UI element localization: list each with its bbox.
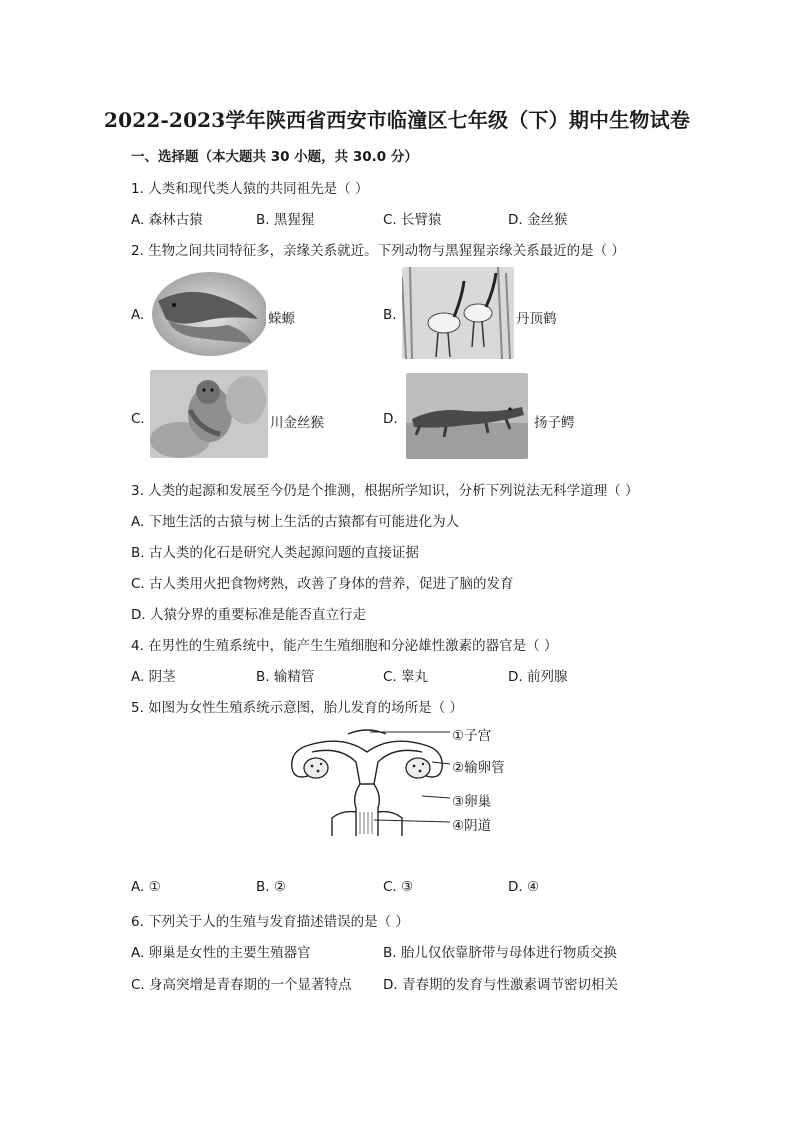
question-6-option-a[interactable]: A. 卵巢是女性的主要生殖器官 — [131, 945, 311, 961]
question-2-caption-a: 蝾螈 — [268, 311, 295, 327]
chinese-alligator-photo — [406, 373, 528, 459]
question-2-option-b[interactable]: B. — [383, 307, 397, 323]
question-5-option-c[interactable]: C. ③ — [383, 879, 414, 895]
question-6-option-b[interactable]: B. 胎儿仅依靠脐带与母体进行物质交换 — [383, 945, 617, 961]
question-1-option-b[interactable]: B. 黑猩猩 — [256, 212, 315, 228]
question-5-option-b[interactable]: B. ② — [256, 879, 286, 895]
question-3-option-d[interactable]: D. 人猿分界的重要标准是能否直立行走 — [131, 607, 366, 623]
question-4-stem: 4. 在男性的生殖系统中，能产生生殖细胞和分泌雄性激素的器官是（ ） — [131, 638, 558, 654]
question-2-caption-b: 丹顶鹤 — [516, 311, 557, 327]
question-6-option-c[interactable]: C. 身高突增是青春期的一个显著特点 — [131, 977, 352, 993]
question-3-stem: 3. 人类的起源和发展至今仍是个推测，根据所学知识，分析下列说法无科学道理（ ） — [131, 483, 639, 499]
question-2-caption-c: 川金丝猴 — [270, 415, 324, 431]
section-heading: 一、选择题（本大题共 30 小题，共 30.0 分） — [131, 149, 418, 165]
red-crowned-crane-photo — [402, 267, 514, 359]
salamander-photo — [148, 271, 266, 357]
question-3-option-b[interactable]: B. 古人类的化石是研究人类起源问题的直接证据 — [131, 545, 419, 561]
question-3-option-c[interactable]: C. 古人类用火把食物烤熟，改善了身体的营养，促进了脑的发育 — [131, 576, 514, 592]
question-1-stem: 1. 人类和现代类人猿的共同祖先是（ ） — [131, 181, 369, 197]
diagram-label-uterus: ①子宫 — [452, 728, 492, 744]
question-4-option-d[interactable]: D. 前列腺 — [508, 669, 568, 685]
question-2-option-a[interactable]: A. — [131, 307, 145, 323]
question-5-option-d[interactable]: D. ④ — [508, 879, 540, 895]
question-2-stem: 2. 生物之间共同特征多，亲缘关系就近。下列动物与黑猩猩亲缘关系最近的是（ ） — [131, 243, 625, 259]
question-4-option-a[interactable]: A. 阴茎 — [131, 669, 176, 685]
question-1-option-c[interactable]: C. 长臂猿 — [383, 212, 442, 228]
question-6-option-d[interactable]: D. 青春期的发育与性激素调节密切相关 — [383, 977, 618, 993]
question-2-option-d[interactable]: D. — [383, 411, 398, 427]
question-1-option-a[interactable]: A. 森林古猿 — [131, 212, 203, 228]
female-reproductive-system-diagram — [282, 722, 452, 840]
golden-snub-nosed-monkey-photo — [150, 370, 268, 458]
diagram-label-vagina: ④阴道 — [452, 818, 492, 834]
question-1-option-d[interactable]: D. 金丝猴 — [508, 212, 568, 228]
question-5-stem: 5. 如图为女性生殖系统示意图，胎儿发育的场所是（ ） — [131, 700, 463, 716]
diagram-label-ovary: ③卵巢 — [452, 794, 492, 810]
page-title: 2022-2023学年陕西省西安市临潼区七年级（下）期中生物试卷 — [103, 108, 691, 132]
question-4-option-b[interactable]: B. 输精管 — [256, 669, 315, 685]
question-3-option-a[interactable]: A. 下地生活的古猿与树上生活的古猿都有可能进化为人 — [131, 514, 460, 530]
question-5-option-a[interactable]: A. ① — [131, 879, 161, 895]
question-2-caption-d: 扬子鳄 — [534, 415, 575, 431]
question-2-option-c[interactable]: C. — [131, 411, 145, 427]
diagram-label-oviduct: ②输卵管 — [452, 760, 505, 776]
question-4-option-c[interactable]: C. 睾丸 — [383, 669, 429, 685]
question-6-stem: 6. 下列关于人的生殖与发育描述错误的是（ ） — [131, 914, 409, 930]
